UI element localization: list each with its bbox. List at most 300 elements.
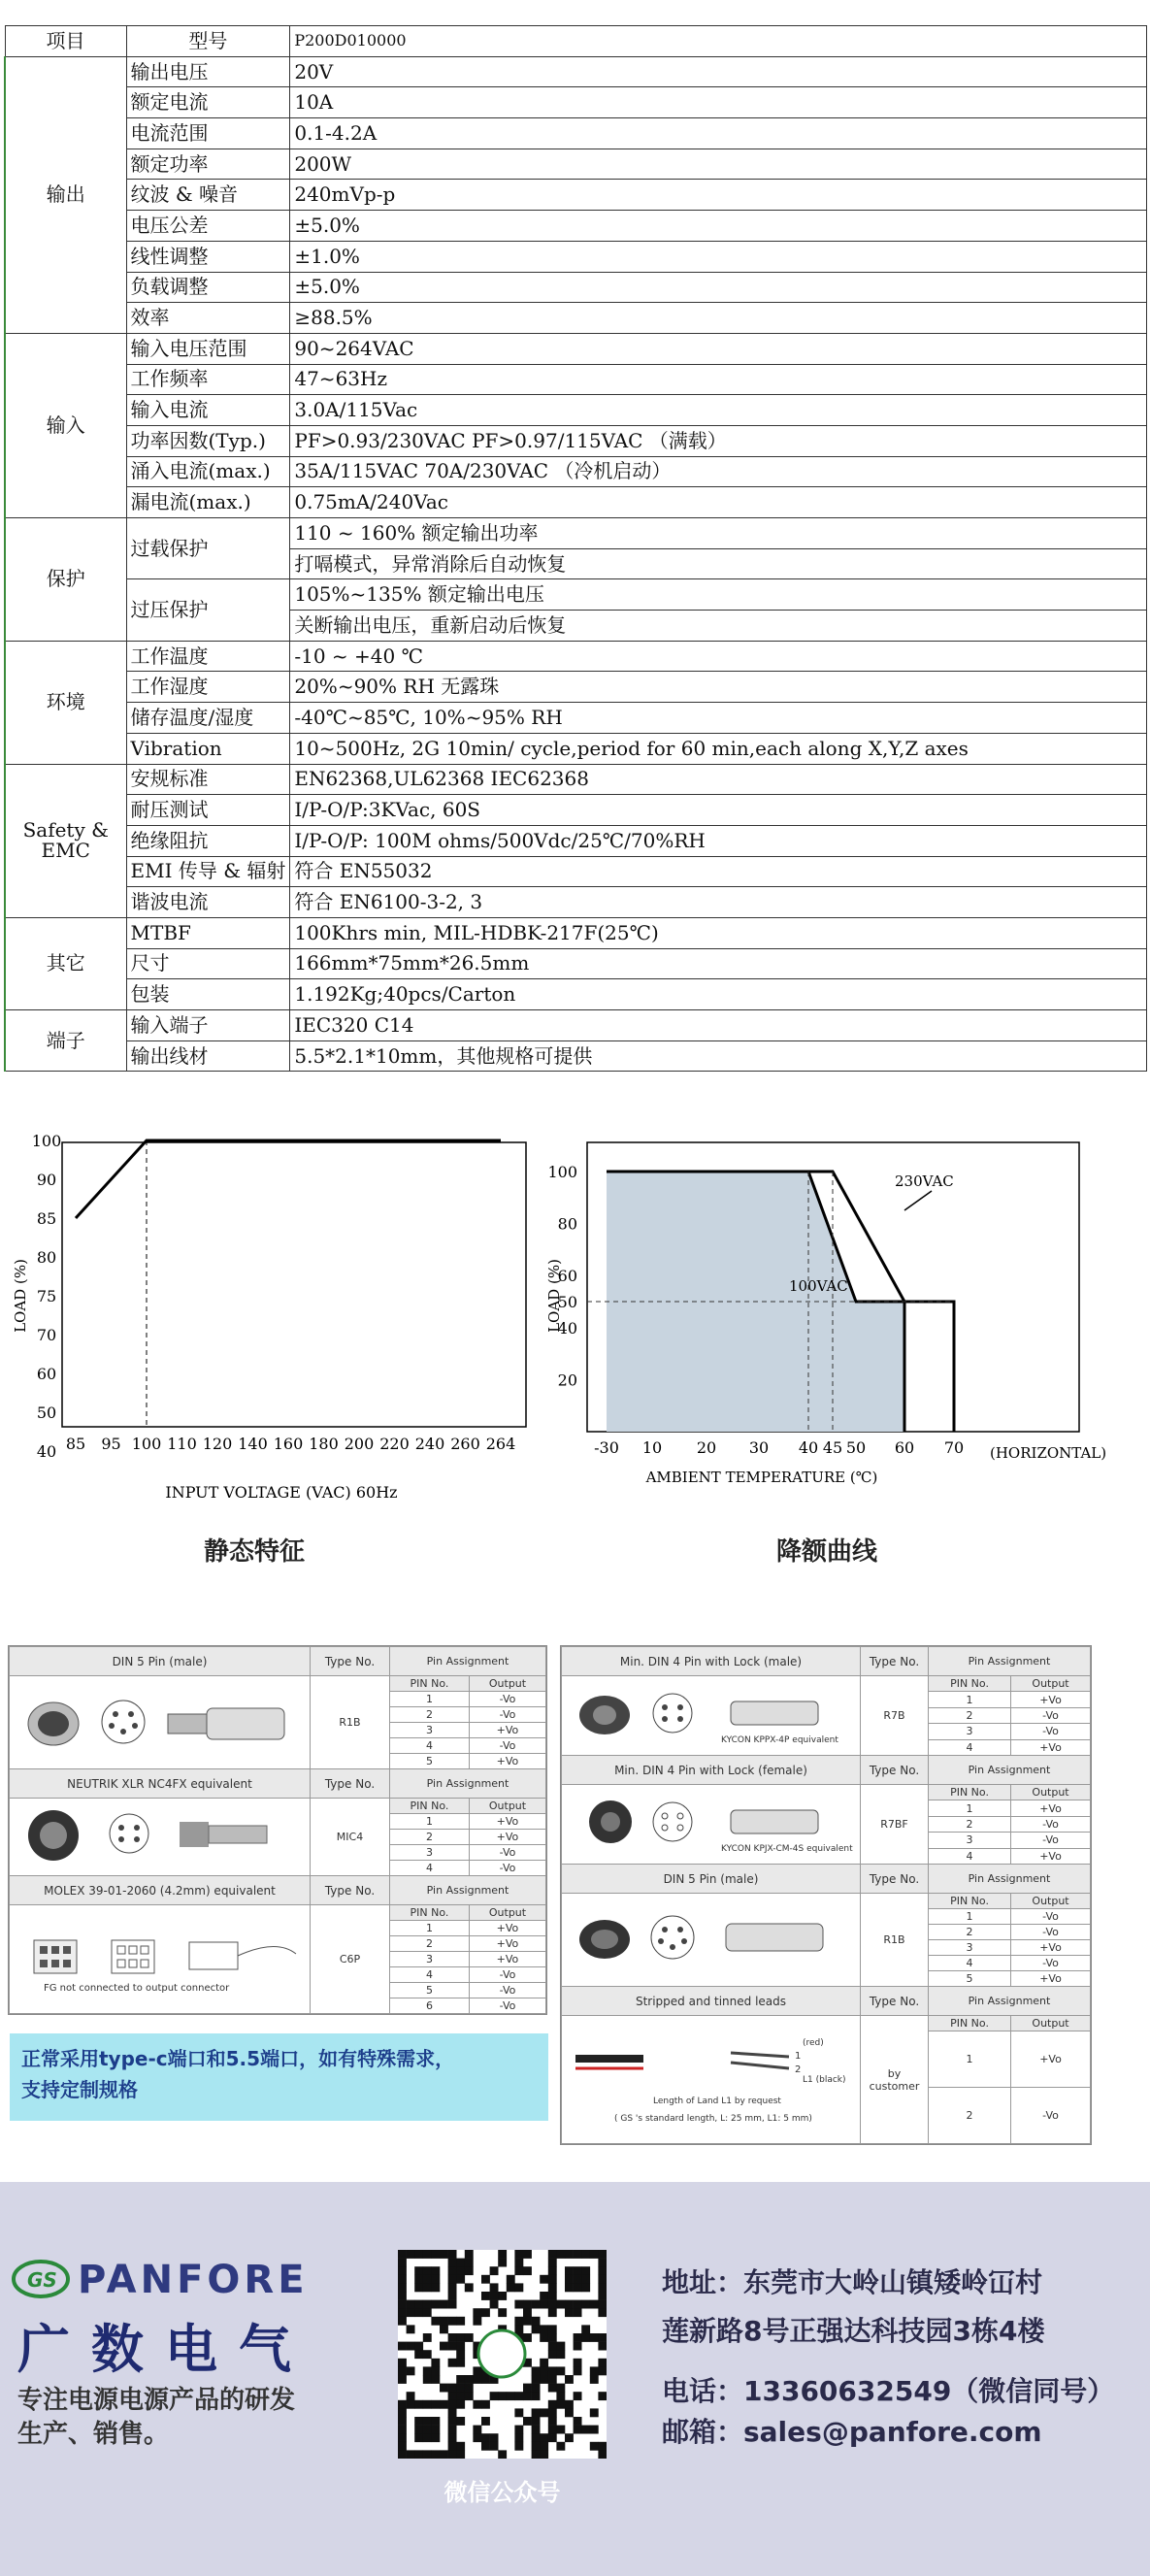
cat-output: 输出 [5, 56, 126, 333]
header-model: 型号 [126, 26, 290, 57]
spec-value: 90~264VAC [290, 333, 1147, 364]
qr-module [490, 2266, 499, 2275]
x-tick-label: 100 [131, 1435, 162, 1453]
qr-module [398, 2292, 407, 2300]
qr-module [548, 2426, 557, 2434]
x-tick-label: 140 [238, 1435, 268, 1453]
qr-module [532, 2375, 541, 2384]
y-tick-label: 100 [547, 1163, 577, 1181]
y-tick-label: 75 [36, 1287, 57, 1305]
spec-value: PF>0.93/230VAC PF>0.97/115VAC （满载） [290, 425, 1147, 456]
qr-module [598, 2450, 607, 2459]
qr-module [523, 2266, 532, 2275]
spec-name: 漏电流(max.) [126, 487, 290, 518]
qr-module [431, 2250, 440, 2259]
qr-module [448, 2450, 457, 2459]
qr-module [514, 2300, 523, 2309]
qr-module [465, 2283, 474, 2292]
pin-header: PIN No. [390, 1676, 470, 1692]
qr-module [565, 2266, 574, 2275]
qr-module [456, 2350, 465, 2359]
qr-module [556, 2350, 565, 2359]
pin-no: 3 [929, 1833, 1011, 1848]
qr-module [398, 2400, 407, 2409]
y-tick-label: 60 [557, 1267, 577, 1286]
pin-output: +Vo [1011, 1739, 1091, 1755]
qr-module [448, 2317, 457, 2326]
spec-value: ±1.0% [290, 241, 1147, 272]
qr-module [498, 2392, 507, 2400]
qr-module [523, 2384, 532, 2393]
qr-module [456, 2275, 465, 2284]
qr-module [414, 2300, 423, 2309]
stripped-leads-image [562, 2016, 861, 2144]
qr-module [532, 2417, 541, 2426]
kycon-female-note: KYCON KPJX-CM-4S equivalent [720, 1844, 853, 1854]
qr-module [473, 2400, 481, 2409]
qr-module [423, 2333, 432, 2342]
qr-module [565, 2250, 574, 2259]
spec-value: 0.75mA/240Vac [290, 487, 1147, 518]
pin-output: +Vo [469, 1936, 545, 1952]
spec-value: -40℃~85℃, 10%~95% RH [290, 703, 1147, 734]
qr-module [398, 2283, 407, 2292]
pin-output: +Vo [469, 1814, 545, 1830]
qr-module [448, 2408, 457, 2417]
qr-module [407, 2342, 415, 2351]
qr-module [548, 2350, 557, 2359]
y-tick-label: 40 [557, 1318, 577, 1338]
qr-module [514, 2442, 523, 2451]
qr-module [448, 2259, 457, 2267]
spec-value: 10~500Hz, 2G 10min/ cycle,period for 60 min,each along X,Y,Z axes [290, 733, 1147, 764]
pin-no: 2 [929, 1707, 1011, 1723]
qr-module [590, 2408, 599, 2417]
qr-module [540, 2375, 548, 2384]
qr-module [598, 2392, 607, 2400]
spec-name: 输出线材 [126, 1040, 290, 1072]
pin-header: PIN No. [929, 1785, 1011, 1800]
pin-output: -Vo [469, 1845, 545, 1861]
qr-module [490, 2283, 499, 2292]
note-line-2: 支持定制规格 [21, 2078, 138, 2101]
type-header: Type No. [861, 1987, 929, 2016]
qr-module [423, 2250, 432, 2259]
qr-module [590, 2375, 599, 2384]
fg-note: FG not connected to output connector [43, 1983, 229, 1994]
pin-output: -Vo [1011, 1833, 1091, 1848]
stripped-leads-icon [566, 2024, 857, 2132]
pin-output: +Vo [1011, 2031, 1091, 2088]
qr-module [490, 2433, 499, 2442]
qr-module [514, 2259, 523, 2267]
qr-module [431, 2366, 440, 2375]
qr-module [448, 2333, 457, 2342]
qr-module [556, 2366, 565, 2375]
qr-module [507, 2283, 515, 2292]
cat-safety [5, 764, 126, 917]
y-tick-label: 50 [36, 1404, 57, 1422]
qr-module [423, 2400, 432, 2409]
qr-module [431, 2275, 440, 2284]
spec-value: 166mm*75mm*26.5mm [290, 948, 1147, 979]
spec-name: 功率因数(Typ.) [126, 425, 290, 456]
pin-no: 4 [390, 1967, 470, 1983]
qr-module [431, 2433, 440, 2442]
qr-module [590, 2442, 599, 2451]
din5-connector-image [10, 1676, 311, 1769]
qr-module [514, 2392, 523, 2400]
qr-module [590, 2250, 599, 2259]
qr-module [423, 2426, 432, 2434]
qr-module [540, 2275, 548, 2284]
qr-module [473, 2375, 481, 2384]
qr-module [465, 2259, 474, 2267]
qr-module [423, 2275, 432, 2284]
label-pointer [904, 1191, 932, 1210]
spec-value: I/P-O/P:3KVac, 60S [290, 795, 1147, 826]
qr-module [548, 2259, 557, 2267]
static-characteristic-chart [0, 1131, 543, 1509]
qr-module [407, 2392, 415, 2400]
spec-name: 输出电压 [126, 56, 290, 87]
qr-module [548, 2375, 557, 2384]
address-line-1: 地址：东莞市大岭山镇矮岭冚村 [662, 2266, 1043, 2298]
qr-module [581, 2300, 590, 2309]
qr-module [574, 2342, 582, 2351]
qr-module [514, 2317, 523, 2326]
xlr-connector-icon [15, 1800, 306, 1870]
qr-module [490, 2292, 499, 2300]
qr-module [581, 2333, 590, 2342]
qr-module [456, 2333, 465, 2342]
spec-name: 储存温度/湿度 [126, 703, 290, 734]
qr-module [431, 2283, 440, 2292]
qr-module [407, 2308, 415, 2317]
qr-module [398, 2417, 407, 2426]
qr-module [507, 2275, 515, 2284]
qr-module [481, 2442, 490, 2451]
pin-output: +Vo [1011, 1971, 1091, 1987]
qr-module [465, 2392, 474, 2400]
address-line-2: 莲新路8号正强达科技园3栋4楼 [662, 2315, 1045, 2347]
spec-value: 47~63Hz [290, 364, 1147, 395]
spec-value: 10A [290, 87, 1147, 118]
qr-module [456, 2359, 465, 2367]
qr-module [473, 2308, 481, 2317]
qr-module [590, 2300, 599, 2309]
qr-module [490, 2300, 499, 2309]
qr-module [574, 2283, 582, 2292]
qr-module [481, 2275, 490, 2284]
qr-module [514, 2408, 523, 2417]
series-label-100vac: 100VAC [789, 1277, 848, 1295]
pin-no: 1 [929, 1909, 1011, 1925]
pin-output: -Vo [1011, 1816, 1091, 1832]
qr-module [448, 2392, 457, 2400]
qr-module [581, 2325, 590, 2333]
qr-module [540, 2433, 548, 2442]
qr-module [473, 2433, 481, 2442]
spec-name: 电流范围 [126, 118, 290, 149]
pin-no: 2 [929, 1816, 1011, 1832]
qr-module [456, 2375, 465, 2384]
pin-no: 4 [390, 1861, 470, 1876]
x-axis-label: AMBIENT TEMPERATURE (℃) [645, 1469, 878, 1486]
qr-module [548, 2283, 557, 2292]
qr-module [574, 2266, 582, 2275]
qr-module [414, 2266, 423, 2275]
qr-module [481, 2292, 490, 2300]
pin-no: 1 [390, 1814, 470, 1830]
qr-module [532, 2433, 541, 2442]
qr-module [414, 2417, 423, 2426]
x-tick-label: 200 [344, 1435, 375, 1453]
y-tick-label: 90 [36, 1171, 57, 1189]
cat-safety-l1: Safety & [22, 818, 109, 842]
qr-module [448, 2250, 457, 2259]
qr-module [556, 2442, 565, 2451]
qr-module [423, 2266, 432, 2275]
conn-title: DIN 5 Pin (male) [10, 1647, 311, 1676]
pin-output: +Vo [469, 1952, 545, 1967]
slogan-line-1: 专注电源电源产品的研发 [17, 2386, 296, 2415]
qr-module [523, 2300, 532, 2309]
qr-module [532, 2325, 541, 2333]
spec-name: 输入电流 [126, 395, 290, 426]
spec-name: 绝缘阻抗 [126, 825, 290, 856]
spec-value: EN62368,UL62368 IEC62368 [290, 764, 1147, 795]
spec-value: 3.0A/115Vac [290, 395, 1147, 426]
qr-module [431, 2450, 440, 2459]
qr-module [481, 2433, 490, 2442]
pin-no: 3 [929, 1940, 1011, 1956]
qr-module [548, 2408, 557, 2417]
spec-name: 纹波 & 噪音 [126, 180, 290, 211]
pin-header: PIN No. [929, 2016, 1011, 2031]
spec-table [4, 25, 1147, 1072]
qr-module [548, 2266, 557, 2275]
qr-module [398, 2342, 407, 2351]
spec-name: 尺寸 [126, 948, 290, 979]
qr-module [565, 2300, 574, 2309]
qr-module [440, 2400, 448, 2409]
pin-assign-header: Pin Assignment [929, 1865, 1091, 1894]
qr-module [514, 2433, 523, 2442]
pin-no: 2 [929, 1925, 1011, 1940]
qr-module [456, 2442, 465, 2451]
x-tick-label: 45 [822, 1438, 843, 1457]
qr-module [574, 2300, 582, 2309]
qr-module [448, 2442, 457, 2451]
x-axis-label: INPUT VOLTAGE (VAC) 60Hz [165, 1483, 398, 1502]
svg-text:1: 1 [794, 2051, 801, 2062]
qr-module [481, 2417, 490, 2426]
qr-module [490, 2392, 499, 2400]
qr-module [407, 2325, 415, 2333]
spec-name: MTBF [126, 917, 290, 948]
pin-header: PIN No. [929, 1676, 1011, 1692]
qr-module [514, 2266, 523, 2275]
qr-module [532, 2366, 541, 2375]
qr-module [431, 2400, 440, 2409]
qr-module [574, 2366, 582, 2375]
qr-module [465, 2384, 474, 2393]
qr-module [431, 2375, 440, 2384]
x-tick-label: 20 [696, 1438, 717, 1457]
qr-module [456, 2317, 465, 2326]
qr-module [574, 2417, 582, 2426]
output-header: Output [469, 1676, 545, 1692]
qr-module [440, 2342, 448, 2351]
pin-output: +Vo [469, 1754, 545, 1769]
qr-module [540, 2450, 548, 2459]
qr-module [448, 2275, 457, 2284]
pin-output: +Vo [1011, 1692, 1091, 1707]
qr-module [456, 2392, 465, 2400]
qr-module [448, 2300, 457, 2309]
qr-module [431, 2426, 440, 2434]
pin-assign-header: Pin Assignment [390, 1647, 546, 1676]
qr-module [598, 2259, 607, 2267]
qr-module [556, 2342, 565, 2351]
series-label-230vac: 230VAC [895, 1172, 954, 1190]
note-line-1: 正常采用type-c端口和5.5端口，如有特殊需求， [21, 2047, 455, 2070]
qr-module [481, 2375, 490, 2384]
qr-module [465, 2250, 474, 2259]
type-no: R1B [311, 1676, 390, 1769]
qr-module [456, 2417, 465, 2426]
qr-module [523, 2308, 532, 2317]
cat-env: 环境 [5, 641, 126, 764]
x-tick-label: 60 [894, 1438, 915, 1457]
x-tick-label: 10 [641, 1438, 663, 1457]
brand-name: PANFORE [78, 2258, 309, 2302]
qr-module [398, 2266, 407, 2275]
pin-no: 1 [929, 2031, 1011, 2088]
pin-output: -Vo [469, 1998, 545, 2014]
qr-module [556, 2426, 565, 2434]
qr-module [498, 2450, 507, 2459]
qr-module [414, 2250, 423, 2259]
qr-module [423, 2366, 432, 2375]
qr-module [407, 2300, 415, 2309]
qr-module [473, 2317, 481, 2326]
qr-module [598, 2333, 607, 2342]
pin-no: 3 [390, 1723, 470, 1738]
pin-assign-header: Pin Assignment [929, 1647, 1091, 1676]
email: 邮箱：sales@panfore.com [662, 2416, 1042, 2448]
pin-no: 1 [929, 1692, 1011, 1707]
svg-text:GS: GS [27, 2268, 57, 2292]
din5-right-icon [566, 1895, 857, 1982]
pin-no: 1 [390, 1692, 470, 1707]
qr-module [473, 2426, 481, 2434]
qr-module [540, 2408, 548, 2417]
qr-module [581, 2283, 590, 2292]
svg-text:(red): (red) [802, 2038, 824, 2048]
spec-name: 效率 [126, 303, 290, 334]
qr-module [414, 2275, 423, 2284]
din5-connector-icon [15, 1677, 306, 1765]
qr-module [598, 2342, 607, 2351]
type-no: C6P [311, 1905, 390, 2014]
mini-din-male-image [562, 1676, 861, 1756]
pin-assign-header: Pin Assignment [929, 1756, 1091, 1785]
qr-module [398, 2250, 407, 2259]
qr-module [414, 2426, 423, 2434]
pin-no: 4 [929, 1956, 1011, 1971]
qr-module [574, 2426, 582, 2434]
y-axis-label: LOAD (%) [12, 1259, 29, 1333]
qr-module [440, 2250, 448, 2259]
company-footer [0, 2182, 1150, 2576]
pin-no: 3 [390, 1845, 470, 1861]
x-tick-label: 30 [748, 1438, 770, 1457]
custom-port-note [10, 2033, 548, 2121]
qr-module [398, 2300, 407, 2309]
qr-module [448, 2417, 457, 2426]
qr-module [414, 2400, 423, 2409]
pin-no: 4 [390, 1738, 470, 1754]
qr-module [532, 2408, 541, 2417]
molex-connector-image [10, 1905, 311, 2014]
conn-title: DIN 5 Pin (male) [562, 1865, 861, 1894]
x-tick-label: 40 [798, 1438, 819, 1457]
pin-output: -Vo [1011, 1925, 1091, 1940]
spec-value: 符合 EN6100-3-2, 3 [290, 887, 1147, 918]
qr-module [448, 2283, 457, 2292]
qr-module [398, 2308, 407, 2317]
spec-value: 0.1-4.2A [290, 118, 1147, 149]
pin-output: -Vo [469, 1861, 545, 1876]
y-tick-label: 20 [557, 1371, 577, 1390]
spec-name: 输入端子 [126, 1010, 290, 1041]
type-header: Type No. [861, 1647, 929, 1676]
type-no: MIC4 [311, 1799, 390, 1876]
qr-module [398, 2275, 407, 2284]
conn-title: Min. DIN 4 Pin with Lock (male) [562, 1647, 861, 1676]
spec-name: 包装 [126, 979, 290, 1010]
qr-module [532, 2317, 541, 2326]
kycon-male-note: KYCON KPPX-4P equivalent [720, 1735, 838, 1745]
pin-output: -Vo [1011, 1707, 1091, 1723]
qr-module [565, 2433, 574, 2442]
qr-module [581, 2266, 590, 2275]
pin-no: 2 [390, 1830, 470, 1845]
pin-no: 2 [390, 1936, 470, 1952]
qr-module [440, 2300, 448, 2309]
x-tick-label: 160 [273, 1435, 304, 1453]
qr-module [523, 2417, 532, 2426]
qr-module [431, 2300, 440, 2309]
spec-name: 涌入电流(max.) [126, 456, 290, 487]
spec-value: 100Khrs min, MIL-HDBK-217F(25℃) [290, 917, 1147, 948]
qr-module [598, 2366, 607, 2375]
leads-note-2: ( GS 's standard length, L: 25 mm, L1: 5 mm) [613, 2114, 812, 2124]
conn-title: Min. DIN 4 Pin with Lock (female) [562, 1756, 861, 1785]
qr-module [556, 2400, 565, 2409]
y-axis-label: LOAD (%) [545, 1259, 563, 1333]
spec-name: 安规标准 [126, 764, 290, 795]
qr-module [414, 2283, 423, 2292]
qr-module [414, 2350, 423, 2359]
qr-module [556, 2384, 565, 2393]
type-no: R7B [861, 1676, 929, 1756]
wechat-qr-code [398, 2250, 607, 2459]
qr-module [440, 2384, 448, 2393]
x-axis-label-2: (HORIZONTAL) [990, 1444, 1107, 1462]
